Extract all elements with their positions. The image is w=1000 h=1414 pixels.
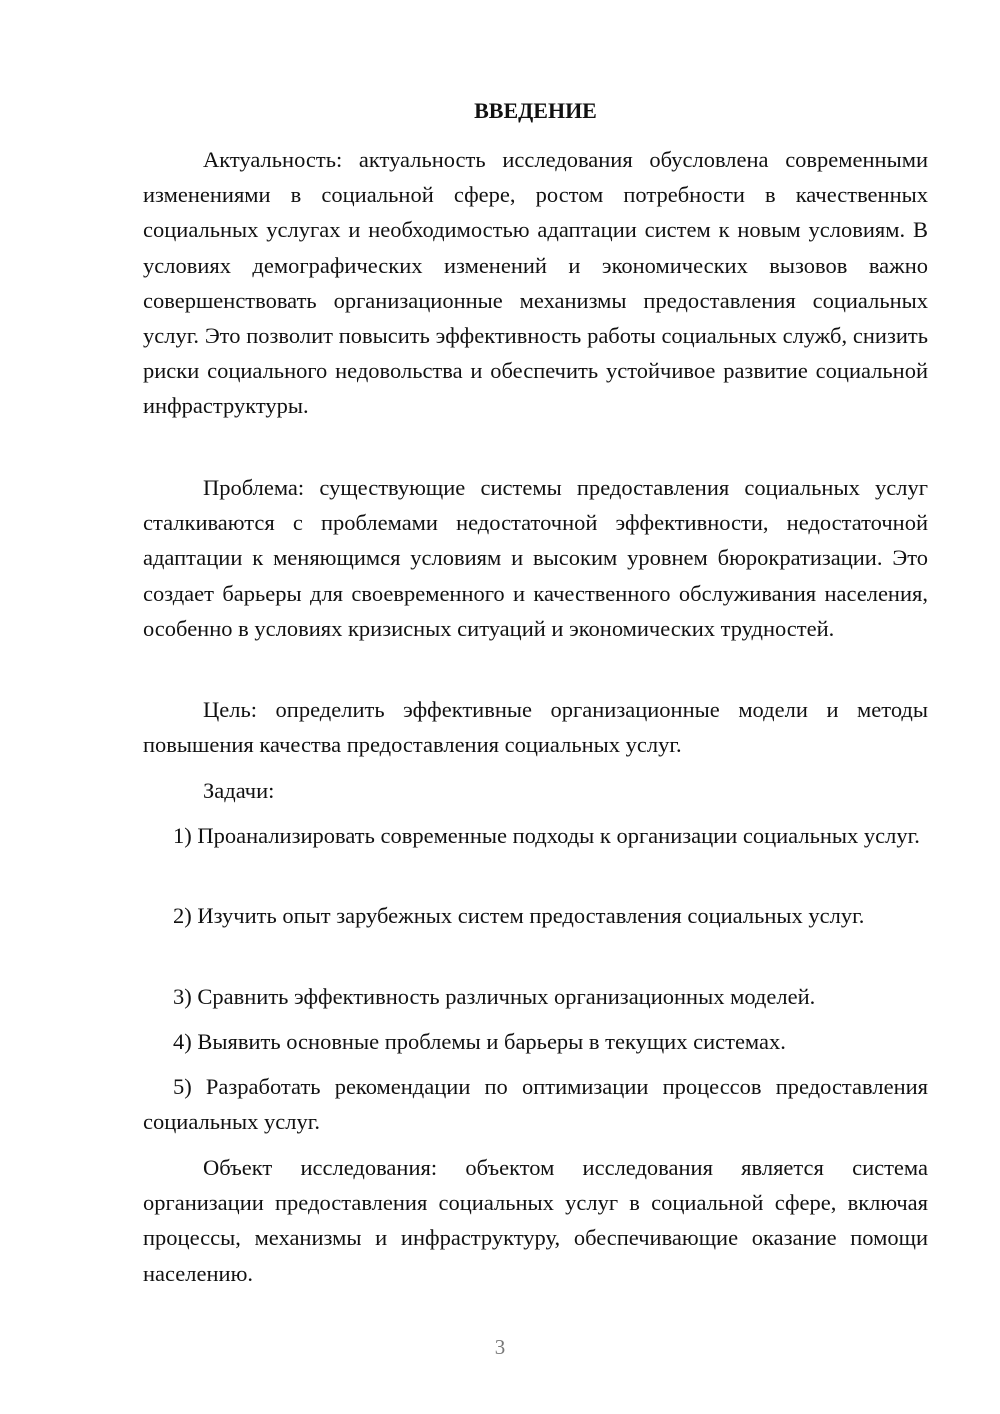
tasks-heading: Задачи: — [203, 778, 275, 803]
task-item-5: 5) Разработать рекомендации по оптимизации процессов предоставления социальных услуг. — [143, 1074, 928, 1135]
section-title: ВВЕДЕНИЕ — [474, 98, 597, 123]
paragraph-goal: Цель: определить эффективные организационные модели и методы повышения качества предоставления социальных услуг. — [143, 697, 928, 758]
task-item-4: 4) Выявить основные проблемы и барьеры в текущих системах. — [173, 1029, 786, 1054]
paragraph-problem: Проблема: существующие системы предоставления социальных услуг сталкиваются с проблемами недостаточной эффективности, недостаточной адаптации к меняющимся условиям и высоким уровнем бюрократизации. Это создает барьеры для своевременного и качественного обслуживания населения, особенно в условиях кризисных ситуаций и экономических трудностей. — [143, 475, 928, 641]
paragraph-relevance: Актуальность: актуальность исследования обусловлена современными изменениями в социальной сфере, ростом потребности в качественных социальных услугах и необходимостью адаптации систем к новым условиям. В условиях демографических изменений и экономических вызовов важно совершенствовать организационные механизмы предоставления социальных услуг. Это позволит повысить эффективность работы социальных служб, снизить риски социального недовольства и обеспечить устойчивое развитие социальной инфраструктуры. — [143, 147, 928, 419]
page-number: 3 — [494, 1335, 506, 1359]
paragraph-object: Объект исследования: объектом исследования является система организации предоставления социальных услуг в социальной сфере, включая процессы, механизмы и инфраструктуру, обеспечивающие оказание помощи населению. — [143, 1155, 928, 1286]
task-item-2: 2) Изучить опыт зарубежных систем предоставления социальных услуг. — [173, 903, 865, 928]
task-item-1: 1) Проанализировать современные подходы к организации социальных услуг. — [173, 823, 920, 848]
task-item-3: 3) Сравнить эффективность различных организационных моделей. — [173, 984, 816, 1009]
